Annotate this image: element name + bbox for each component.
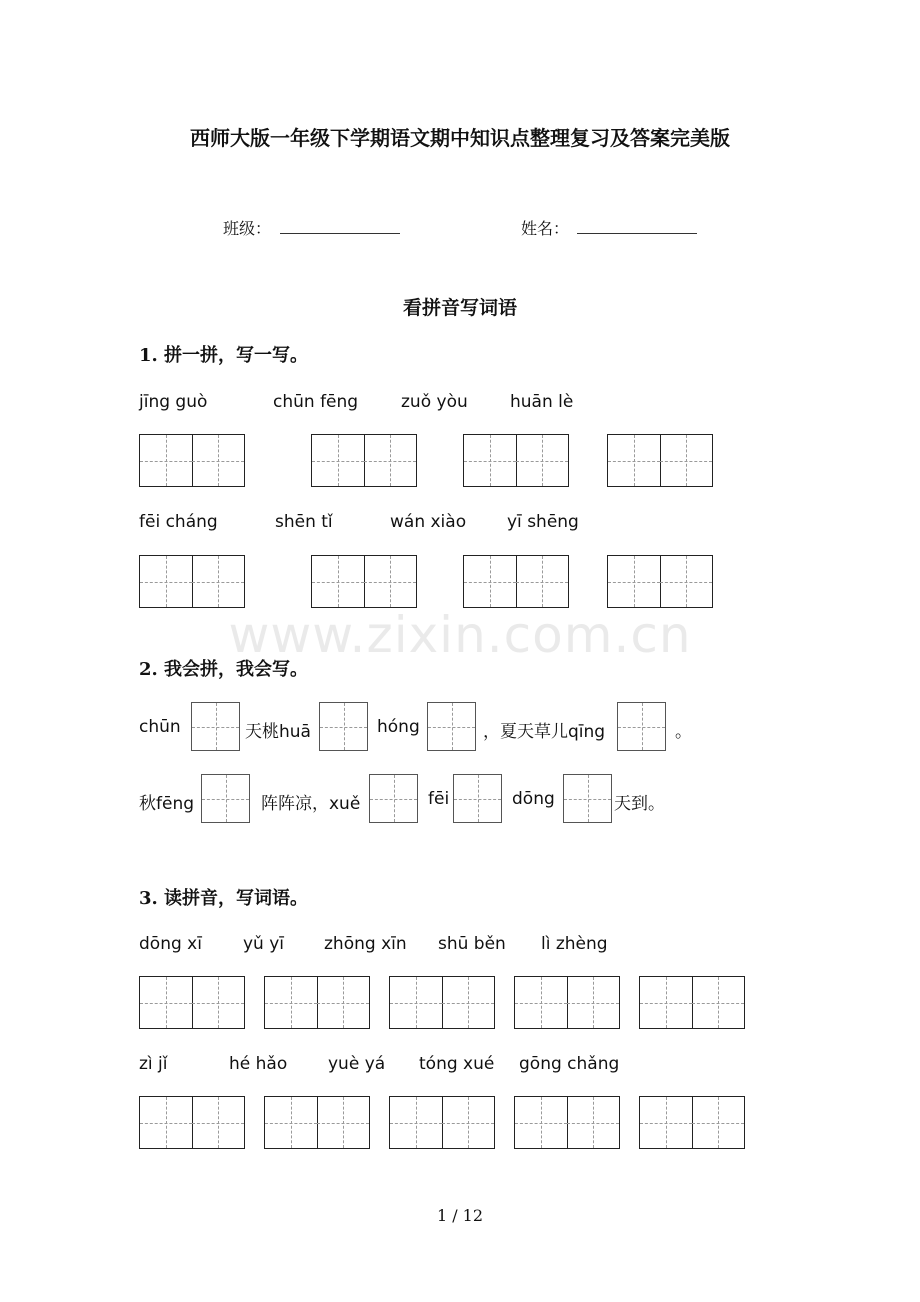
char-box[interactable]	[369, 774, 418, 823]
char-box[interactable]	[319, 702, 368, 751]
writing-box[interactable]	[463, 555, 569, 608]
inline-text: ，夏天草儿qīng	[483, 722, 606, 742]
char-box[interactable]	[191, 702, 240, 751]
char-box[interactable]	[201, 774, 250, 823]
class-blank-line	[280, 233, 400, 234]
pinyin-label: fēi cháng	[139, 512, 218, 532]
pinyin-label: zuǒ yòu	[401, 392, 468, 412]
inline-text: 天到。	[614, 794, 665, 814]
writing-box[interactable]	[311, 434, 417, 487]
pinyin-label: yī shēng	[507, 512, 579, 532]
pinyin-label: zhōng xīn	[324, 934, 407, 954]
char-box[interactable]	[563, 774, 612, 823]
pinyin-label: dōng xī	[139, 934, 202, 954]
writing-box[interactable]	[463, 434, 569, 487]
name-label: 姓名：	[521, 219, 570, 238]
class-label: 班级：	[223, 219, 272, 238]
writing-box[interactable]	[389, 1096, 495, 1149]
inline-text: 秋fēng	[139, 794, 195, 814]
writing-box[interactable]	[639, 976, 745, 1029]
pinyin-label: lì zhèng	[541, 934, 608, 954]
pinyin-label: huān lè	[510, 392, 574, 412]
name-blank-line	[577, 233, 697, 234]
writing-box[interactable]	[607, 434, 713, 487]
writing-box[interactable]	[514, 976, 620, 1029]
question-3-heading: 3. 读拼音，写词语。	[139, 888, 309, 909]
question-2-heading: 2. 我会拼，我会写。	[139, 659, 309, 680]
char-box[interactable]	[617, 702, 666, 751]
document-title: 西师大版一年级下学期语文期中知识点整理复习及答案完美版	[190, 126, 730, 150]
pinyin-label: yǔ yī	[243, 934, 285, 954]
pinyin-label: wán xiào	[390, 512, 467, 532]
writing-box[interactable]	[139, 1096, 245, 1149]
pinyin-label: shēn tǐ	[275, 512, 333, 532]
char-box[interactable]	[453, 774, 502, 823]
writing-box[interactable]	[311, 555, 417, 608]
pinyin-label: zì jǐ	[139, 1054, 168, 1074]
writing-box[interactable]	[139, 555, 245, 608]
writing-box[interactable]	[639, 1096, 745, 1149]
inline-text: 。	[675, 722, 692, 742]
inline-text: chūn	[139, 717, 181, 737]
pinyin-label: yuè yá	[328, 1054, 386, 1074]
question-1-heading: 1. 拼一拼，写一写。	[139, 345, 309, 366]
char-box[interactable]	[427, 702, 476, 751]
pinyin-label: tóng xué	[419, 1054, 495, 1074]
inline-text: hóng	[377, 717, 420, 737]
watermark: www.zixin.com.cn	[228, 606, 692, 664]
pinyin-label: gōng chǎng	[519, 1054, 620, 1074]
inline-text: fēi	[428, 789, 450, 809]
writing-box[interactable]	[264, 976, 370, 1029]
inline-text: 阵阵凉，xuě	[261, 794, 361, 814]
inline-text: 天桃huā	[245, 722, 311, 742]
page-number: 1 / 12	[436, 1206, 484, 1225]
writing-box[interactable]	[139, 976, 245, 1029]
writing-box[interactable]	[389, 976, 495, 1029]
writing-box[interactable]	[139, 434, 245, 487]
pinyin-label: shū běn	[438, 934, 506, 954]
pinyin-label: jīng guò	[139, 392, 208, 412]
writing-box[interactable]	[264, 1096, 370, 1149]
pinyin-label: hé hǎo	[229, 1054, 288, 1074]
inline-text: dōng	[512, 789, 555, 809]
writing-box[interactable]	[607, 555, 713, 608]
writing-box[interactable]	[514, 1096, 620, 1149]
pinyin-label: chūn fēng	[273, 392, 359, 412]
section-title: 看拼音写词语	[402, 297, 517, 319]
